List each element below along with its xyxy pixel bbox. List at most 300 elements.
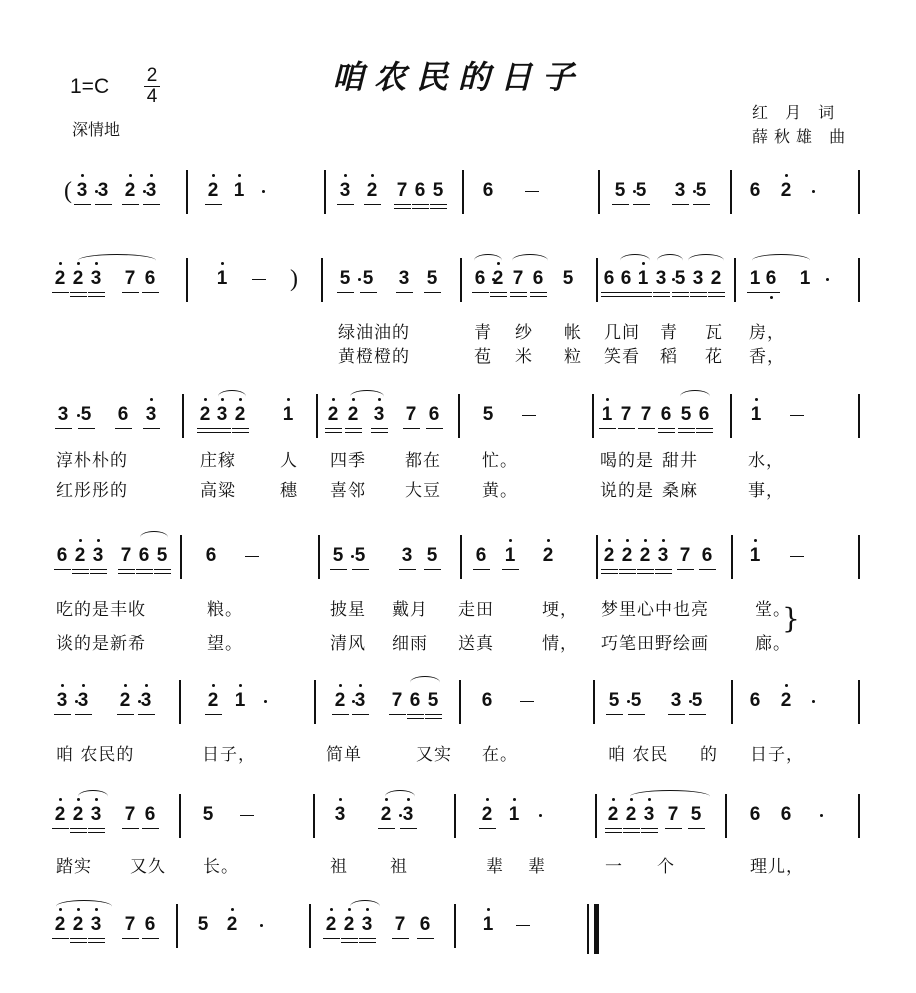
note: 2 [625,804,637,825]
note: 5 [426,545,438,566]
note: 5 [202,804,214,825]
duration-underline [653,296,670,297]
lyric-syllable: 粒 [564,347,582,367]
note: 7 [391,690,403,711]
note: 5 [427,690,439,711]
barline [460,258,462,302]
barline [725,794,727,838]
octave-dot-high [339,798,342,801]
note: 6 [749,804,761,825]
note: 7 [124,914,136,935]
octave-dot-high [662,539,665,542]
barline [186,258,188,302]
octave-dot-high [330,908,333,911]
note: 2 [780,690,792,711]
final-barline-thin [587,904,589,954]
duration-underline [88,292,105,293]
duration-underline [510,292,527,293]
note: 2 [54,804,66,825]
duration-underline [618,428,635,429]
duration-underline [653,292,670,293]
barline [313,794,315,838]
octave-dot-high [79,539,82,542]
duration-underline [88,296,105,297]
duration-underline [672,204,689,205]
duration-underline [70,938,87,939]
note: 6 [144,268,156,289]
lyric-syllable: 日子， [202,745,256,765]
duration-underline [337,204,354,205]
duration-underline [389,714,406,715]
slur [350,390,384,403]
duration-underline [399,569,416,570]
lyric-syllable: 几间 [604,323,640,343]
duration-underline [352,569,369,570]
note: 5 [695,180,707,201]
note: 5 [354,545,366,566]
duration-underline [325,428,342,429]
duration-underline [345,432,362,433]
duration-underline [359,942,376,943]
duration-underline [341,938,358,939]
barline [318,535,320,579]
duration-underline [708,292,725,293]
duration-underline [154,569,171,570]
octave-dot-high [359,684,362,687]
note: 5 [690,804,702,825]
duration-underline [88,832,105,833]
note: 2 [226,914,238,935]
note: 5 [562,268,574,289]
note: 7 [640,404,652,425]
note: 5 [362,268,374,289]
duration-underline [619,569,636,570]
barline [180,535,182,579]
duration-underline [232,432,249,433]
duration-underline [332,714,349,715]
dotted-rhythm [262,190,265,193]
duration-underline [473,569,490,570]
duration-underline [599,428,616,429]
duration-underline [72,573,89,574]
duration-underline [601,296,618,297]
octave-dot-high [608,539,611,542]
note: 2 [334,690,346,711]
octave-dot-high [204,398,207,401]
lyric-syllable: 情， [542,634,578,654]
duration-underline [668,714,685,715]
lyric-syllable: 水， [748,451,784,471]
lyric-syllable: 送真 [458,634,494,654]
lyric-syllable: 喜邻 [330,481,366,501]
duration-underline [197,432,214,433]
duration-underline [55,428,72,429]
slur [410,676,440,689]
lyric-syllable: 青 [474,323,492,343]
lyric-syllable: 青 [660,323,678,343]
barline [596,258,598,302]
duration-underline [325,432,342,433]
sustain-dash [522,415,536,416]
note: 3 [402,804,414,825]
sustain-dash [516,925,530,926]
duration-underline [601,292,618,293]
duration-underline [618,292,635,293]
duration-underline [352,714,369,715]
barline [316,394,318,438]
note: 6 [482,180,494,201]
song-title: 咱农民的日子 [331,58,584,96]
duration-underline [400,828,417,829]
duration-underline [425,714,442,715]
duration-underline [95,204,112,205]
duration-underline [88,938,105,939]
duration-underline [618,296,635,297]
duration-underline [214,428,231,429]
note: 5 [432,180,444,201]
note: 2 [343,914,355,935]
duration-underline [678,428,695,429]
note: 6 [701,545,713,566]
duration-underline [678,432,695,433]
note: 7 [396,180,408,201]
duration-underline [54,714,71,715]
barline [596,535,598,579]
lyric-syllable: 忙。 [482,451,518,471]
duration-underline [90,573,107,574]
sustain-dash [520,701,534,702]
lyric-syllable: 祖 [330,857,348,877]
note: 2 [542,545,554,566]
note: 6 [117,404,129,425]
note: 6 [660,404,672,425]
duration-underline [70,942,87,943]
note: 7 [667,804,679,825]
note: 2 [207,690,219,711]
lyric-syllable: 埂， [542,600,578,620]
octave-dot-high [785,174,788,177]
duration-underline [403,428,420,429]
duration-underline [142,292,159,293]
note: 6 [475,545,487,566]
note: 2 [207,180,219,201]
octave-dot-high [82,684,85,687]
note: 1 [282,404,294,425]
note: 1 [233,180,245,201]
lyric-syllable: 大豆 [405,481,441,501]
note: 2 [74,545,86,566]
duration-underline [117,714,134,715]
note: 3 [145,180,157,201]
duration-underline [205,714,222,715]
key-signature: 1=C [70,75,110,98]
duration-underline [637,573,654,574]
barline [593,680,595,724]
note: 5 [156,545,168,566]
duration-underline [52,828,69,829]
barline [595,794,597,838]
duration-underline [407,714,424,715]
note: 5 [691,690,703,711]
duration-underline [70,828,87,829]
slur [512,254,548,267]
sustain-dash [525,191,539,192]
lyric-syllable: 简单 [326,745,362,765]
score-row [0,404,916,434]
duration-underline [417,938,434,939]
duration-underline [690,292,707,293]
duration-underline [530,292,547,293]
note: 6 [138,545,150,566]
note: 7 [679,545,691,566]
slur [620,254,650,267]
note: 5 [197,914,209,935]
duration-underline [78,428,95,429]
time-signature-bottom: 4 [146,86,158,107]
octave-dot-high [59,262,62,265]
duration-underline [122,828,139,829]
note: 2 [380,804,392,825]
duration-underline [606,714,623,715]
note: 3 [97,180,109,201]
lyric-syllable: 祖 [390,857,408,877]
lyric-syllable: 黄橙橙的 [338,347,410,367]
duration-underline [70,832,87,833]
duration-underline [136,569,153,570]
note: 2 [603,545,615,566]
note: 6 [603,268,615,289]
duration-underline [345,428,362,429]
duration-underline [628,714,645,715]
duration-underline [371,432,388,433]
octave-dot-high [238,174,241,177]
note: 6 [481,690,493,711]
note: 3 [657,545,669,566]
note: 3 [643,804,655,825]
note: 6 [56,545,68,566]
slur [630,790,710,803]
sustain-dash [240,815,254,816]
note: 6 [698,404,710,425]
slur [474,254,502,267]
lyric-syllable: 辈 [486,857,504,877]
barline [734,258,736,302]
note: 3 [655,268,667,289]
octave-dot-high [145,684,148,687]
note: 1 [799,268,811,289]
duration-underline [364,204,381,205]
duration-underline [118,569,135,570]
note: 2 [327,404,339,425]
lyric-syllable: 纱 [515,323,533,343]
duration-underline [490,292,507,293]
duration-underline [696,432,713,433]
octave-dot-high [221,262,224,265]
dotted-rhythm [812,190,815,193]
lyric-syllable: 米 [515,347,533,367]
duration-underline [52,938,69,939]
lyric-syllable: 踏实 [56,857,92,877]
duration-underline [747,292,764,293]
duration-underline [530,296,547,297]
note: 1 [216,268,228,289]
note: 1 [482,914,494,935]
octave-dot-high [513,798,516,801]
sustain-dash [790,556,804,557]
duration-underline [396,292,413,293]
note: 7 [394,914,406,935]
barline [182,394,184,438]
note: 2 [492,268,504,289]
slur [78,790,108,803]
duration-underline [693,204,710,205]
note: 6 [532,268,544,289]
duration-underline [424,569,441,570]
octave-dot-high [97,539,100,542]
duration-underline [665,828,682,829]
duration-underline [658,432,675,433]
duration-underline [360,292,377,293]
duration-underline [75,714,92,715]
barline [858,258,860,302]
lyric-syllable: 稻 [660,347,678,367]
octave-dot-high [332,398,335,401]
duration-underline [88,828,105,829]
duration-underline [655,569,672,570]
tempo-marking: 深情地 [72,120,121,139]
composer-credit: 薛秋雄 曲 [752,127,852,146]
note: 2 [607,804,619,825]
duration-underline [677,569,694,570]
duration-underline [54,569,71,570]
note: 6 [474,268,486,289]
lyric-syllable: 瓦 [705,323,723,343]
note: 3 [92,545,104,566]
note: 6 [780,804,792,825]
octave-dot-high [626,539,629,542]
octave-dot-high [239,684,242,687]
note: 6 [749,690,761,711]
note: 3 [76,180,88,201]
final-barline-thick [594,904,599,954]
octave-dot-high [339,684,342,687]
lyric-syllable: 个 [657,857,675,877]
note: 7 [405,404,417,425]
lyric-syllable: 香， [749,347,785,367]
note: 5 [339,268,351,289]
duration-underline [623,828,640,829]
lyric-syllable: 四季 [330,451,366,471]
lyric-syllable: 走田 [458,600,494,620]
duration-underline [412,204,429,205]
duration-underline [88,942,105,943]
barline [309,904,311,948]
lyric-syllable: 红彤彤的 [56,481,128,501]
note: 2 [119,690,131,711]
note: 6 [409,690,421,711]
duration-underline [763,292,780,293]
note: 5 [630,690,642,711]
note: 3 [674,180,686,201]
slur [56,900,112,913]
note: 1 [601,404,613,425]
note: 3 [670,690,682,711]
note: 6 [205,545,217,566]
note: 6 [765,268,777,289]
octave-dot-high [612,798,615,801]
note: 2 [199,404,211,425]
lyric-syllable: 一 [605,857,623,877]
note: 3 [401,545,413,566]
duration-underline [74,204,91,205]
time-signature-top: 2 [146,65,158,86]
note: 3 [56,690,68,711]
note: 3 [354,690,366,711]
slur [350,900,380,913]
duration-underline [490,296,507,297]
note: 1 [750,404,762,425]
duration-underline [197,428,214,429]
octave-dot-high [371,174,374,177]
duration-underline [510,296,527,297]
octave-dot-high [644,539,647,542]
dotted-rhythm [820,814,823,817]
repeat-parenthesis: ) [290,266,298,292]
note: 6 [414,180,426,201]
duration-underline [337,292,354,293]
lyric-syllable: 事， [748,481,784,501]
note: 6 [144,914,156,935]
note: 3 [57,404,69,425]
note: 3 [140,690,152,711]
note: 7 [124,268,136,289]
lyric-syllable: 长。 [203,857,239,877]
lyric-syllable: 又久 [130,857,166,877]
barline [324,170,326,214]
note: 1 [508,804,520,825]
barline [314,680,316,724]
octave-dot-high [486,798,489,801]
note: 7 [120,545,132,566]
lyric-syllable: 谈的是新希 [56,634,146,654]
barline [730,170,732,214]
duration-underline [641,832,658,833]
lyric-syllable: 说的是 [600,481,654,501]
note: 5 [635,180,647,201]
time-signature [143,66,161,107]
barline [731,535,733,579]
duration-underline [394,208,411,209]
lyric-syllable: 吃的是丰收 [56,600,146,620]
note: 6 [620,268,632,289]
duration-underline [426,428,443,429]
lyric-syllable: 披星 [330,600,366,620]
duration-underline [425,718,442,719]
note: 5 [674,268,686,289]
duration-underline [407,718,424,719]
octave-dot-high [754,539,757,542]
duration-underline [143,428,160,429]
score-row [0,180,916,210]
duration-underline [690,296,707,297]
lyric-syllable: 的 [700,745,718,765]
note: 5 [80,404,92,425]
note: 3 [90,268,102,289]
note: 2 [72,804,84,825]
duration-underline [479,828,496,829]
note: 2 [366,180,378,201]
duration-underline [142,828,159,829]
